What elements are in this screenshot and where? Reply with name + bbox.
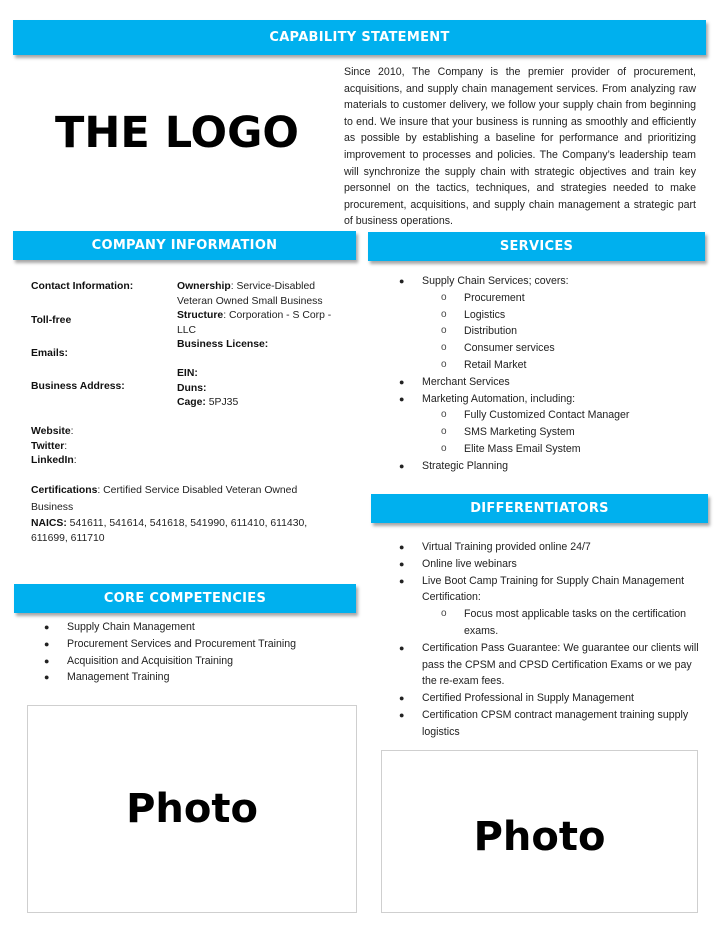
list-item-label: Certified Professional in Supply Management [422, 692, 634, 705]
list-item [399, 573, 702, 607]
sub-list-item-label: Fully Customized Contact Manager [464, 409, 630, 422]
bullet-icon: ● [399, 460, 405, 471]
circle-bullet-icon: o [441, 342, 447, 354]
list-item [399, 273, 702, 290]
naics-row: NAICS: 541611, 541614, 541618, 541990, 611410, 611430, 611699, 611710 [31, 518, 308, 544]
sub-list-item-label: Retail Market [464, 358, 527, 371]
contact-information-label: Contact Information: [31, 281, 134, 292]
bullet-icon: ● [399, 558, 405, 569]
list-item [44, 669, 357, 686]
list-item-label: Procurement Services and Procurement Training [67, 637, 297, 650]
photo-placeholder-right: Photo [381, 750, 698, 913]
company-details [177, 280, 347, 411]
twitter-row: Twitter: [31, 440, 68, 452]
circle-bullet-icon: o [441, 308, 447, 320]
differentiators-list [399, 539, 702, 741]
sub-list-item [441, 407, 702, 424]
bullet-icon: ● [44, 672, 50, 683]
sub-list-item-label: Distribution [464, 325, 517, 338]
sub-list-item [441, 441, 702, 458]
list-item [399, 556, 702, 573]
duns-row: Duns: [177, 382, 207, 394]
certifications [31, 483, 331, 546]
list-item-label: Online live webinars [422, 557, 517, 570]
bullet-icon: ● [399, 575, 405, 586]
cage-row: Cage: 5PJ35 [177, 397, 239, 409]
bullet-icon: ● [399, 693, 405, 704]
list-item [399, 707, 702, 741]
circle-bullet-icon: o [441, 358, 447, 370]
bullet-icon: ● [44, 655, 50, 666]
sub-list-item-label: Focus most applicable tasks on the certification exams. [464, 608, 686, 637]
bullet-icon: ● [44, 638, 50, 649]
list-item-label: Certification CPSM contract management training supply logistics [422, 708, 689, 738]
list-item [399, 640, 702, 690]
circle-bullet-icon: o [441, 442, 447, 454]
circle-bullet-icon: o [441, 608, 447, 620]
circle-bullet-icon: o [441, 325, 447, 337]
circle-bullet-icon: o [441, 409, 447, 421]
sub-list [441, 407, 702, 457]
toll-free-label: Toll-free [31, 315, 72, 326]
list-item-label: Acquisition and Acquisition Training [67, 654, 234, 667]
list-item [399, 539, 702, 556]
sub-list-item-label: Elite Mass Email System [464, 442, 581, 455]
logo-placeholder: THE LOGO [55, 108, 299, 158]
photo-placeholder-left: Photo [27, 705, 357, 913]
sub-list-item-label: Logistics [464, 308, 506, 321]
list-item-label: Supply Chain Services; covers: [422, 275, 569, 287]
emails-label: Emails: [31, 348, 68, 359]
certifications-row: Certifications: Certified Service Disabled Veteran Owned Business [31, 485, 298, 513]
list-item [44, 653, 357, 670]
sub-list-item [441, 290, 702, 307]
capability-statement-banner: CAPABILITY STATEMENT [13, 20, 706, 55]
list-item-label: Supply Chain Management [67, 621, 195, 633]
differentiators-banner: DIFFERENTIATORS [371, 494, 708, 523]
business-address-label: Business Address: [31, 381, 125, 392]
list-item [399, 374, 702, 391]
list-item-label: Marketing Automation, including: [422, 392, 576, 405]
list-item-label: Certification Pass Guarantee: We guarantee our clients will pass the CPSM and CPSD Certification Exams or we pay the re-exam fees. [422, 641, 699, 688]
sub-list-item [441, 307, 702, 324]
bullet-icon: ● [44, 622, 50, 632]
list-item-label: Live Boot Camp Training for Supply Chain Management Certification: [422, 574, 685, 604]
sub-list-item [441, 357, 702, 374]
bullet-icon: ● [399, 542, 405, 552]
sub-list-item [441, 340, 702, 357]
list-item [399, 391, 702, 408]
bullet-icon: ● [399, 376, 405, 387]
circle-bullet-icon: o [441, 426, 447, 438]
list-item-label: Management Training [67, 671, 170, 684]
bullet-icon: ● [399, 393, 405, 404]
sub-list-item-label: Consumer services [464, 342, 555, 355]
list-item-label: Merchant Services [422, 375, 510, 388]
core-competencies-banner: CORE COMPETENCIES [14, 584, 356, 613]
list-item [399, 690, 702, 707]
list-item [44, 636, 357, 653]
services-banner: SERVICES [368, 232, 705, 261]
list-item-label: Strategic Planning [422, 459, 508, 472]
web-links [31, 425, 351, 469]
sub-list [441, 606, 702, 640]
services-list [399, 273, 702, 475]
sub-list-item [441, 606, 702, 640]
sub-list-item-label: SMS Marketing System [464, 426, 575, 439]
list-item [399, 458, 702, 475]
ownership-row: Ownership: Service-Disabled Veteran Owned Small Business [177, 281, 323, 307]
sub-list [441, 290, 702, 374]
sub-list-item [441, 424, 702, 441]
website-row: Website: [31, 426, 74, 437]
sub-list-item [441, 323, 702, 340]
intro-paragraph: Since 2010, The Company is the premier provider of procurement, acquisitions, and supply chain management services. From analyzing raw materials to customer delivery, we follow your supply chain from beginning to end. We insure that your business is running as smoothly and efficiently as possible by establishing a baseline for performance and prioritizing improvement to processes and policies. The Company’s leadership team will synchronize the supply chain with strategic objectives and train key personnel on the tactics, techniques, and strategies needed to make procurement, acquisitions, and supply chain management a strategic part of business operations. [344, 66, 696, 228]
bullet-icon: ● [399, 709, 405, 720]
ein-row: EIN: [177, 367, 198, 379]
core-competencies-list [44, 619, 357, 686]
bullet-icon: ● [399, 276, 405, 286]
structure-row: Structure: Corporation - S Corp - LLC [177, 310, 332, 336]
circle-bullet-icon: o [441, 291, 447, 303]
business-license-row: Business License: [177, 339, 269, 351]
list-item [44, 619, 357, 636]
sub-list-item-label: Procurement [464, 291, 525, 304]
linkedin-row: LinkedIn: [31, 455, 77, 467]
company-information-banner: COMPANY INFORMATION [13, 231, 356, 260]
list-item-label: Virtual Training provided online 24/7 [422, 541, 591, 553]
bullet-icon: ● [399, 642, 405, 653]
